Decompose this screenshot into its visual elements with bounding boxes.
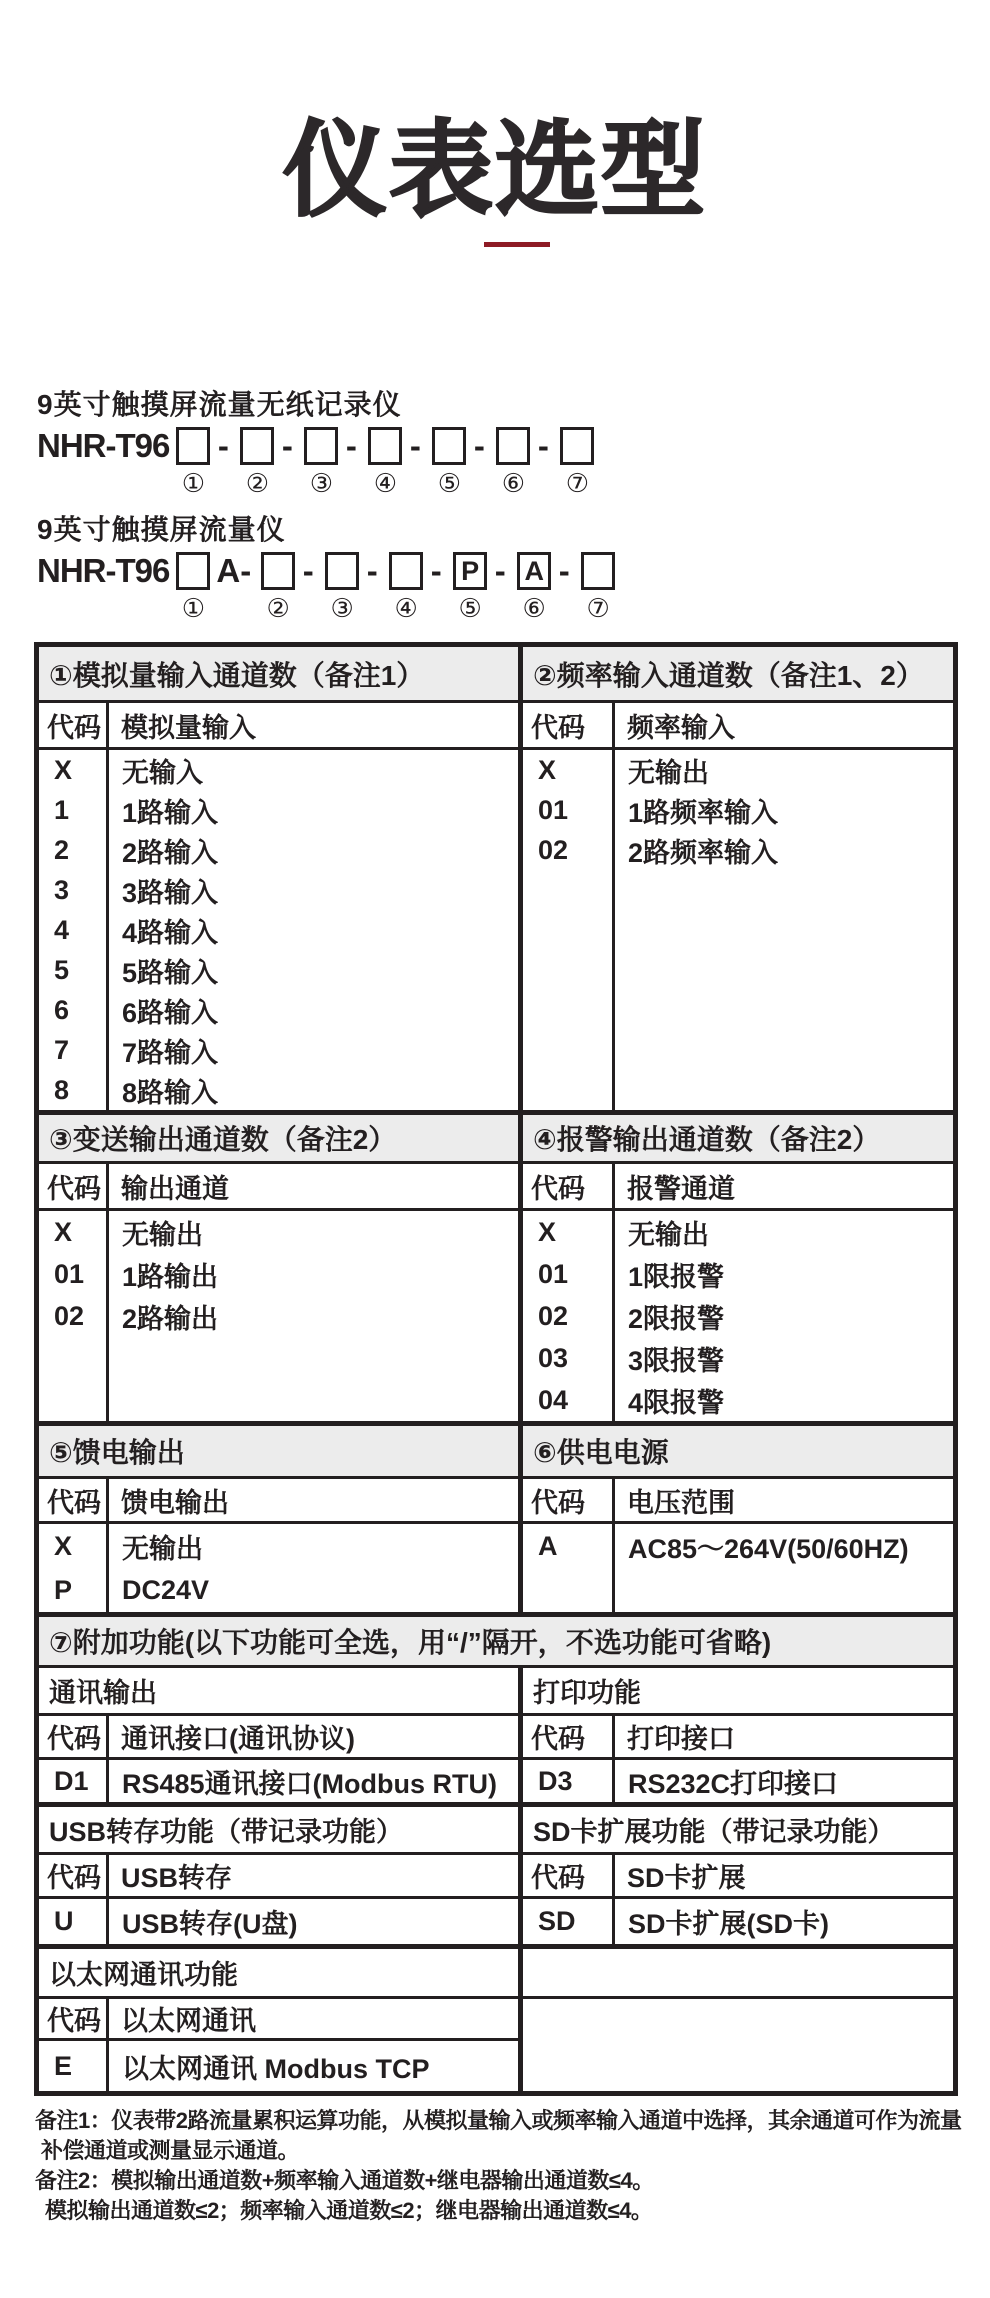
model-separator: - <box>345 427 357 464</box>
model-position <box>389 552 453 621</box>
model-code-box <box>325 552 359 590</box>
model-code-box <box>581 552 615 590</box>
desc-column-label: 频率输入 <box>627 712 735 743</box>
data-column <box>615 1899 953 1944</box>
band-header-right: ④报警输出通道数（备注2） <box>523 1115 953 1161</box>
code-column-label: 代码 <box>531 1487 585 1518</box>
data-column <box>523 1524 612 1612</box>
model-boxline <box>432 427 496 465</box>
code-cell: SD <box>538 1906 576 1936</box>
desc-cell: 2路输入 <box>122 837 219 868</box>
code-column-label: 代码 <box>531 712 585 743</box>
code-cell: 2 <box>54 834 70 865</box>
model-boxline <box>581 552 615 590</box>
band-header-right: ②频率输入通道数（备注1、2） <box>523 647 953 700</box>
data-column <box>523 1211 612 1421</box>
data-column <box>615 1760 953 1802</box>
page-title: 仪表选型 <box>282 112 707 229</box>
model-boxline <box>325 552 389 590</box>
code-cell: 4 <box>54 914 70 945</box>
band-header: ⑦附加功能(以下功能可全选，用“/”隔开，不选功能可省略) <box>39 1617 953 1665</box>
code-cell: 01 <box>538 794 569 825</box>
position-number-6: ⑥ <box>522 593 546 623</box>
desc-cell: 1路输入 <box>122 797 219 828</box>
position-number-4: ④ <box>394 593 418 623</box>
data-column <box>109 1899 518 1944</box>
position-number-5: ⑤ <box>458 593 482 623</box>
desc-cell: 以太网通讯 Modbus TCP <box>122 2053 430 2084</box>
bottom-left <box>39 1949 518 2091</box>
data-column <box>615 1524 953 1612</box>
code-cell: X <box>538 1216 557 1247</box>
model-position <box>453 552 517 621</box>
model-block <box>37 513 615 621</box>
model-position <box>176 552 261 621</box>
model-boxline <box>560 427 594 465</box>
data-area <box>39 2041 518 2091</box>
desc-cell: 1路频率输入 <box>628 797 779 828</box>
selection-table <box>34 642 958 2096</box>
desc-cell: 4路输入 <box>122 917 219 948</box>
position-number-3: ③ <box>309 468 334 498</box>
empty-cell <box>523 1999 953 2091</box>
column-header-row <box>39 1164 953 1208</box>
desc-cell: SD卡扩展(SD卡) <box>628 1909 829 1939</box>
sub-header-row <box>39 1807 953 1852</box>
data-column <box>39 1524 106 1612</box>
model-boxline <box>496 427 560 465</box>
data-column <box>109 1760 518 1802</box>
data-column <box>615 750 953 1110</box>
code-cell: D1 <box>54 1765 89 1796</box>
desc-cell: 无输出 <box>122 1533 203 1564</box>
data-area <box>39 1211 953 1421</box>
model-position <box>325 552 389 621</box>
model-position <box>581 552 615 621</box>
position-number-7: ⑦ <box>586 593 610 623</box>
desc-column-label: 以太网通讯 <box>121 2006 256 2036</box>
notes-section <box>35 2106 965 2226</box>
data-column <box>109 750 518 1110</box>
desc-column-label: 报警通道 <box>627 1173 735 1204</box>
sub-header-left: USB转存功能（带记录功能） <box>39 1807 518 1852</box>
desc-cell: 2路输出 <box>122 1303 219 1334</box>
sub-header-left: 以太网通讯功能 <box>39 1949 518 1996</box>
model-separator: - <box>302 552 314 589</box>
code-cell: X <box>54 1530 73 1561</box>
model-boxline <box>261 552 325 590</box>
position-number-2: ② <box>245 468 270 498</box>
desc-column-label: 模拟量输入 <box>121 712 256 743</box>
model-code-box <box>560 427 594 465</box>
desc-cell: DC24V <box>122 1574 210 1605</box>
code-column-label: 代码 <box>47 2006 101 2036</box>
model-position <box>560 427 594 496</box>
desc-cell: 无输出 <box>628 1219 709 1250</box>
desc-column-label: 电压范围 <box>627 1487 735 1518</box>
model-position <box>240 427 304 496</box>
model-separator: A- <box>216 552 252 589</box>
data-area <box>39 1899 953 1944</box>
model-code-box <box>389 552 423 590</box>
model-code-row <box>37 552 615 621</box>
band-row <box>39 1115 953 1161</box>
model-code-box: A <box>517 552 551 590</box>
desc-cell: 2限报警 <box>628 1303 725 1334</box>
note-line: 补偿通道或测量显示通道。 <box>41 2138 300 2163</box>
desc-cell: RS232C打印接口 <box>628 1768 839 1799</box>
code-column-label: 代码 <box>531 1863 585 1893</box>
code-column-label: 代码 <box>47 1863 101 1893</box>
code-cell: 03 <box>538 1342 569 1373</box>
code-column-label: 代码 <box>531 1724 585 1754</box>
model-code-box <box>432 427 466 465</box>
code-column-label: 代码 <box>47 1487 101 1518</box>
desc-cell: 无输入 <box>122 757 203 788</box>
model-label: 9英寸触摸屏流量仪 <box>37 514 286 545</box>
model-code-box <box>304 427 338 465</box>
position-number-3: ③ <box>330 593 354 623</box>
code-cell: A <box>538 1530 558 1561</box>
model-separator: - <box>366 552 378 589</box>
desc-cell: 无输出 <box>122 1219 203 1250</box>
code-column-label: 代码 <box>47 1173 101 1204</box>
data-column <box>39 1760 106 1802</box>
column-header-row <box>39 1716 953 1757</box>
column-header-row <box>39 1999 518 2038</box>
model-boxline <box>176 427 240 465</box>
code-cell: X <box>54 754 73 785</box>
code-cell: 02 <box>54 1300 85 1331</box>
position-number-6: ⑥ <box>501 468 526 498</box>
data-column <box>523 1899 612 1944</box>
model-position <box>261 552 325 621</box>
desc-cell: 6路输入 <box>122 997 219 1028</box>
column-header-row <box>39 1479 953 1521</box>
code-cell: 7 <box>54 1034 70 1065</box>
model-boxline <box>389 552 453 590</box>
sub-header-row <box>39 1668 953 1713</box>
desc-cell: 7路输入 <box>122 1037 219 1068</box>
code-cell: 6 <box>54 994 70 1025</box>
note-line: 备注2：模拟输出通道数+频率输入通道数+继电器输出通道数≤4。 <box>35 2168 654 2193</box>
desc-cell: 4限报警 <box>628 1387 725 1418</box>
column-header-row <box>39 703 953 747</box>
note-line: 模拟输出通道数≤2；频率输入通道数≤2；继电器输出通道数≤4。 <box>45 2198 653 2223</box>
desc-cell: USB转存(U盘) <box>122 1909 298 1939</box>
sub-header-right: SD卡扩展功能（带记录功能） <box>523 1807 953 1852</box>
position-number-5: ⑤ <box>437 468 462 498</box>
model-separator: - <box>537 427 549 464</box>
code-column-label: 代码 <box>47 712 101 743</box>
model-boxline <box>176 552 261 590</box>
band-row <box>39 1426 953 1476</box>
bottom-block <box>39 1949 953 2091</box>
desc-cell: 1路输出 <box>122 1261 219 1292</box>
model-boxline <box>453 552 517 590</box>
model-boxline <box>304 427 368 465</box>
code-cell: P <box>54 1574 73 1605</box>
model-position <box>368 427 432 496</box>
code-cell: 8 <box>54 1074 70 1105</box>
code-cell: 5 <box>54 954 70 985</box>
code-cell: X <box>54 1216 73 1247</box>
code-cell: 02 <box>538 834 569 865</box>
model-code-box <box>368 427 402 465</box>
code-column-label: 代码 <box>47 1724 101 1754</box>
data-column <box>39 750 106 1110</box>
model-code-box <box>261 552 295 590</box>
model-position <box>517 552 581 621</box>
model-code-box <box>176 552 210 590</box>
model-position <box>304 427 368 496</box>
data-column <box>39 1899 106 1944</box>
data-column <box>523 750 612 1110</box>
model-code-box <box>496 427 530 465</box>
column-header-row <box>39 1855 953 1896</box>
model-boxline <box>517 552 581 590</box>
desc-column-label: 馈电输出 <box>121 1487 229 1518</box>
model-separator: - <box>473 427 485 464</box>
code-cell: 01 <box>54 1258 85 1289</box>
desc-column-label: 通讯接口(通讯协议) <box>121 1724 355 1754</box>
model-boxline <box>368 427 432 465</box>
model-separator: - <box>409 427 421 464</box>
band-row <box>39 1617 953 1665</box>
data-column <box>109 1211 518 1421</box>
desc-cell: 3限报警 <box>628 1345 725 1376</box>
code-cell: 1 <box>54 794 70 825</box>
desc-cell: 5路输入 <box>122 957 219 988</box>
model-code-box: P <box>453 552 487 590</box>
desc-column-label: SD卡扩展 <box>627 1863 746 1893</box>
desc-column-label: 输出通道 <box>121 1173 229 1204</box>
data-column <box>39 1211 106 1421</box>
sub-header-left: 通讯输出 <box>39 1668 518 1713</box>
band-header-left: ⑤馈电输出 <box>39 1426 518 1476</box>
desc-cell: RS485通讯接口(Modbus RTU) <box>122 1768 498 1799</box>
code-cell: E <box>54 2050 73 2081</box>
model-position <box>176 427 240 496</box>
code-cell: X <box>538 754 557 785</box>
model-label: 9英寸触摸屏流量无纸记录仪 <box>37 389 402 420</box>
code-cell: 3 <box>54 874 70 905</box>
model-separator: - <box>217 427 229 464</box>
model-position <box>496 427 560 496</box>
data-column <box>523 1760 612 1802</box>
desc-cell: 8路输入 <box>122 1077 219 1108</box>
data-column <box>109 1524 518 1612</box>
desc-cell: 1限报警 <box>628 1261 725 1292</box>
code-cell: 01 <box>538 1258 569 1289</box>
band-row <box>39 647 953 700</box>
desc-cell: AC85～264V(50/60HZ) <box>628 1533 909 1564</box>
data-area <box>39 1524 953 1612</box>
desc-cell: 2路频率输入 <box>628 837 779 868</box>
data-area <box>39 1760 953 1802</box>
desc-column-label: USB转存 <box>121 1863 233 1893</box>
code-cell: U <box>54 1906 74 1936</box>
bottom-right-empty <box>523 1949 953 2091</box>
model-code-box <box>240 427 274 465</box>
model-boxline <box>240 427 304 465</box>
position-number-2: ② <box>266 593 290 623</box>
desc-cell: 无输出 <box>628 757 709 788</box>
model-prefix: NHR-T96 <box>37 427 170 464</box>
desc-cell: 3路输入 <box>122 877 219 908</box>
band-header-left: ①模拟量输入通道数（备注1） <box>39 647 518 700</box>
code-cell: 02 <box>538 1300 569 1331</box>
code-cell: 04 <box>538 1384 569 1415</box>
model-separator: - <box>494 552 506 589</box>
desc-column-label: 打印接口 <box>627 1724 735 1754</box>
data-column <box>615 1211 953 1421</box>
band-header-right: ⑥供电电源 <box>523 1426 953 1476</box>
model-code-row <box>37 427 594 496</box>
model-code-box <box>176 427 210 465</box>
band-header-left: ③变送输出通道数（备注2） <box>39 1115 518 1161</box>
code-column-label: 代码 <box>531 1173 585 1204</box>
model-separator: - <box>430 552 442 589</box>
sub-header-right: 打印功能 <box>523 1668 953 1713</box>
position-number-7: ⑦ <box>565 468 590 498</box>
note-line: 备注1：仪表带2路流量累积运算功能，从模拟量输入或频率输入通道中选择，其余通道可作为流量 <box>35 2108 962 2133</box>
model-position <box>432 427 496 496</box>
red-divider <box>484 242 550 247</box>
position-number-1: ① <box>181 593 206 623</box>
model-prefix: NHR-T96 <box>37 552 170 589</box>
data-area <box>39 750 953 1110</box>
empty-cell <box>523 1949 953 1996</box>
position-number-4: ④ <box>373 468 398 498</box>
model-separator: - <box>281 427 293 464</box>
model-separator: - <box>558 552 570 589</box>
code-cell: D3 <box>538 1765 573 1796</box>
model-block <box>37 388 594 496</box>
position-number-1: ① <box>181 468 206 498</box>
